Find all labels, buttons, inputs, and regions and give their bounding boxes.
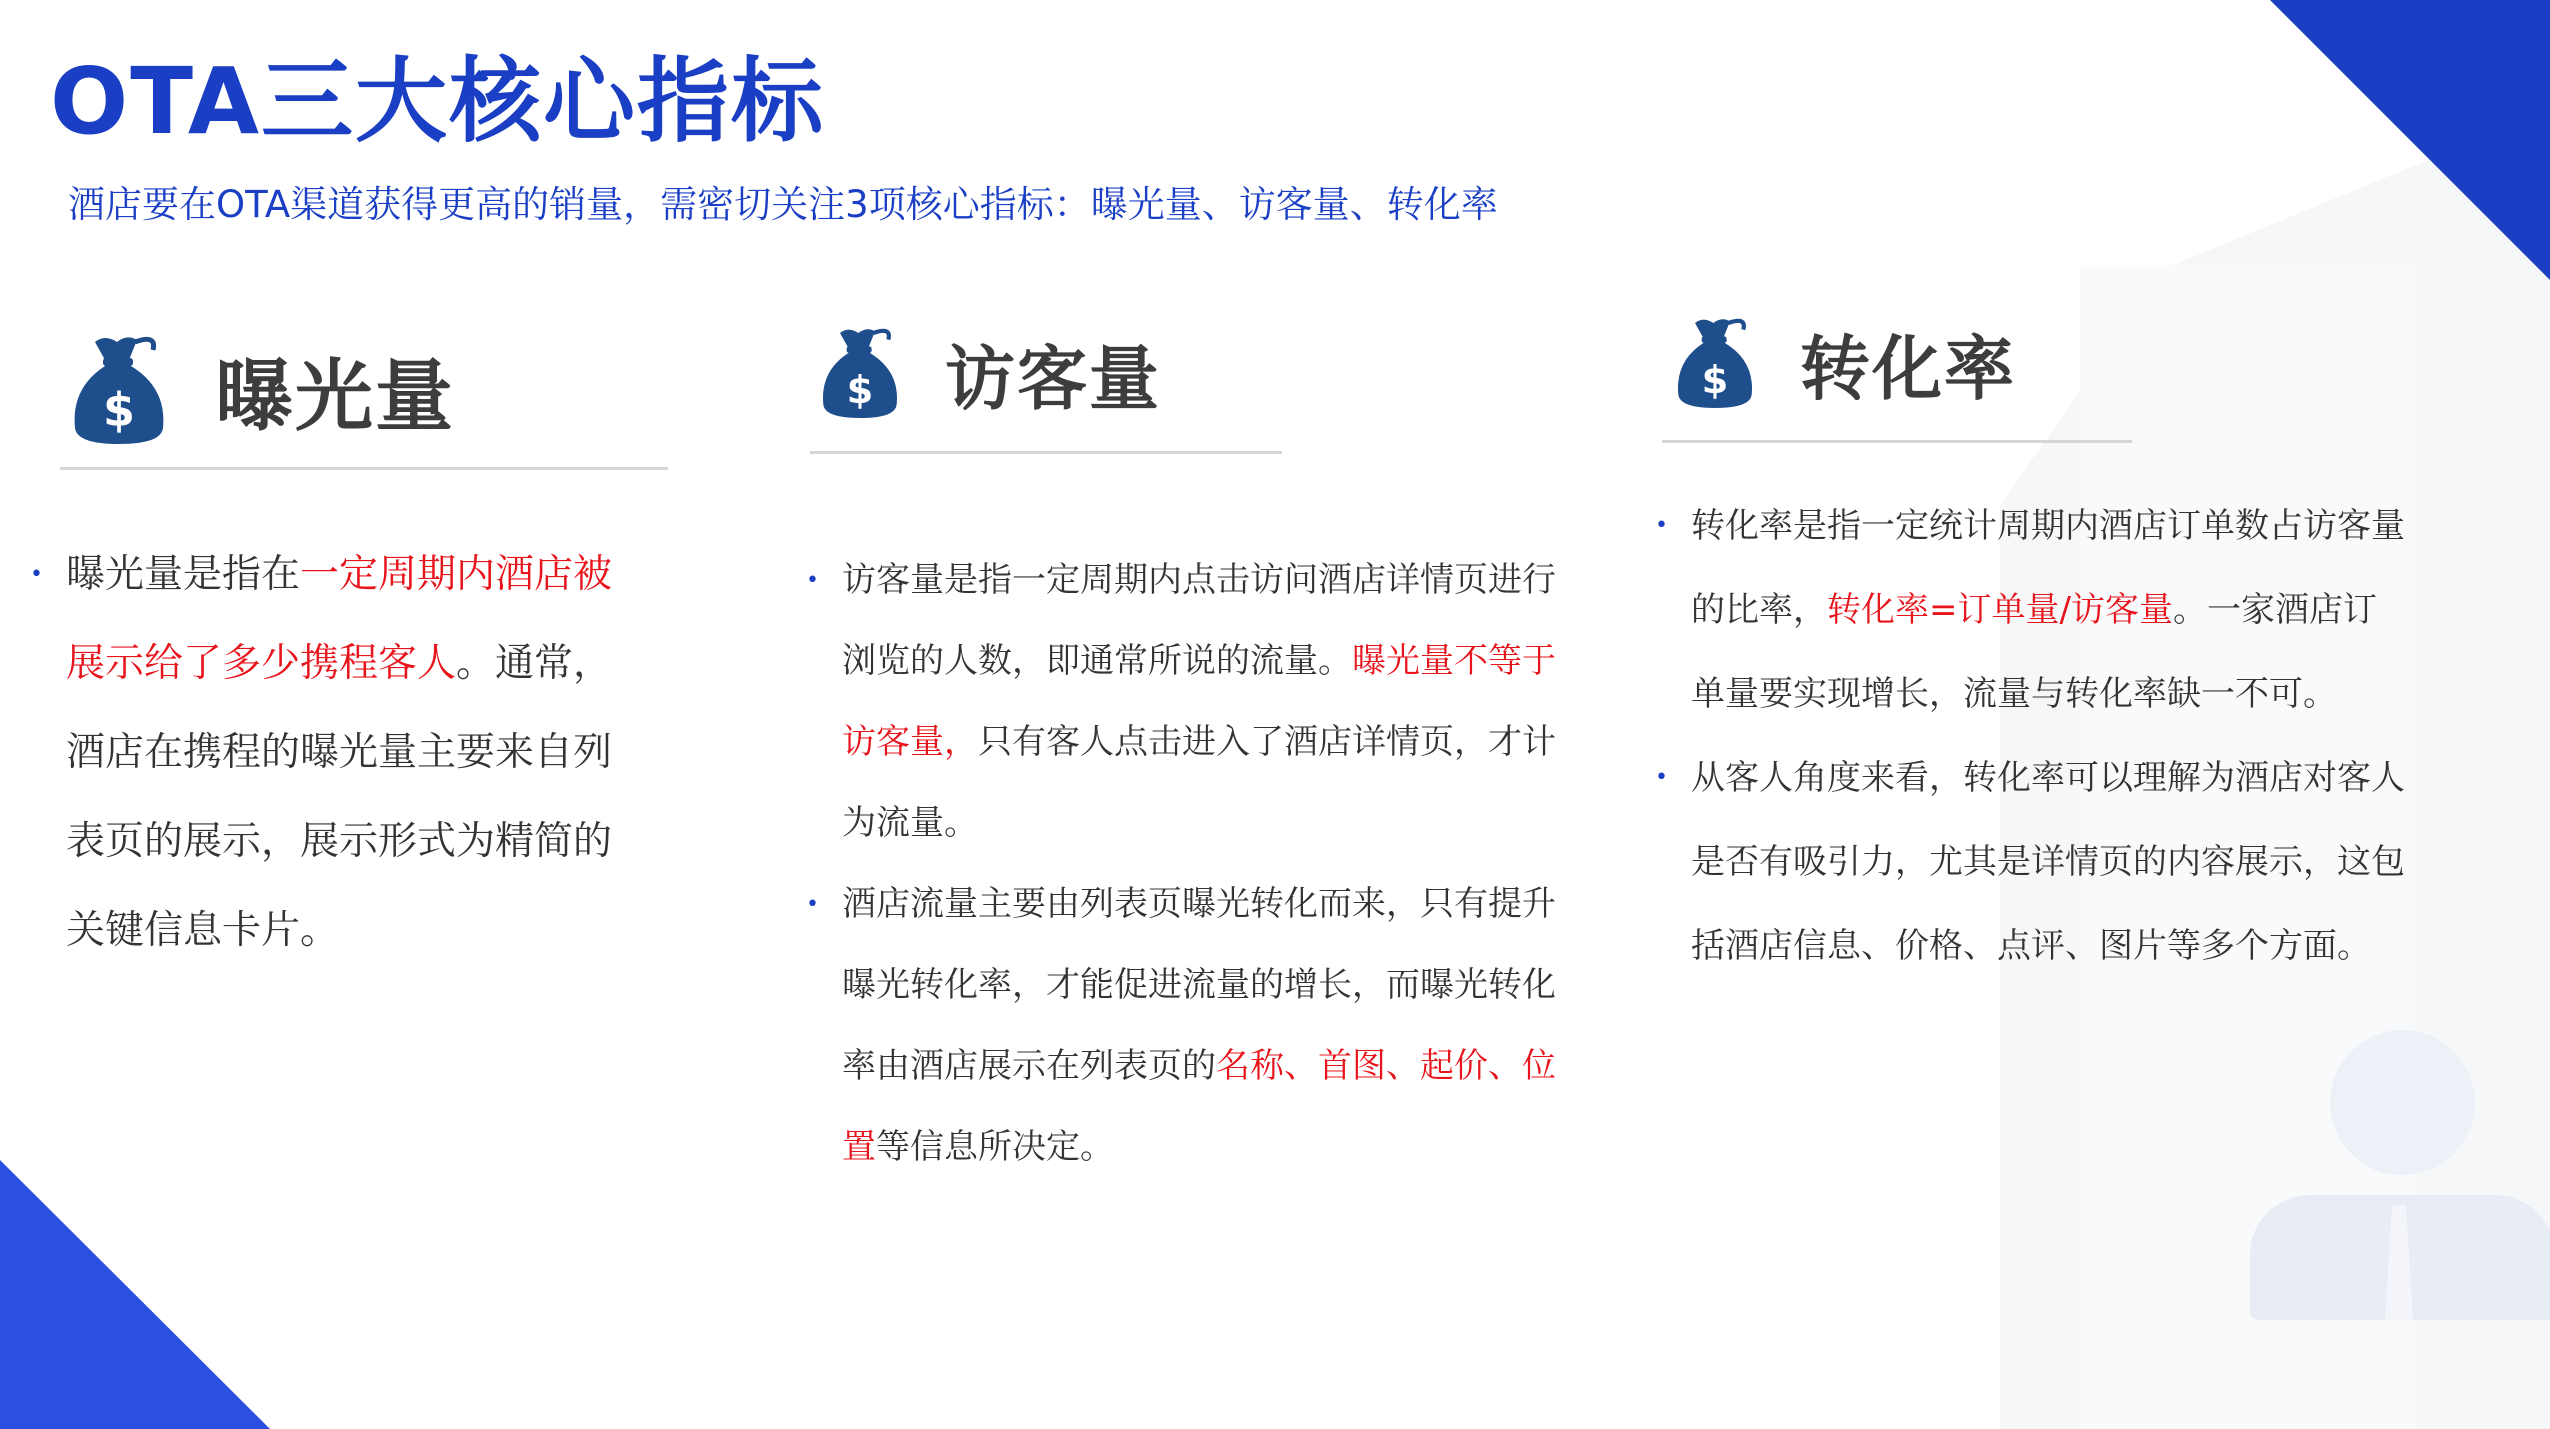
bullet-icon: • <box>806 892 819 917</box>
item-text-1: 酒店流量主要由列表页曝光转化而来，只有提升曝光转化率，才能促进流量的增长，而曝光转化率由酒店展示在列表页的 <box>842 884 1556 1086</box>
list-item <box>1655 736 2405 988</box>
list-item <box>30 530 650 975</box>
money-bag-icon <box>815 318 915 428</box>
list-item <box>806 864 1586 1188</box>
item-text-2: 等信息所决定。 <box>876 1127 1114 1167</box>
column-divider-visitors <box>810 451 1282 454</box>
page-subtitle: 酒店要在OTA渠道获得更高的销量，需密切关注3项核心指标：曝光量、访客量、转化率 <box>68 183 1498 226</box>
column-divider-exposure <box>60 467 668 470</box>
column-header-visitors <box>815 318 1161 428</box>
item-highlight-1: 一定周期内酒店被展示给了多少携程客人 <box>66 552 613 686</box>
column-body-visitors <box>806 540 1586 1188</box>
bullet-icon: • <box>30 562 43 587</box>
svg-text:$: $ <box>1701 358 1729 403</box>
item-highlight-1: 名称、首图、起价、位置 <box>842 1046 1556 1167</box>
corner-decoration-bottom-left <box>0 1160 270 1429</box>
item-text-1: 转化率是指一定统计周期内酒店订单数占访客量的比率， <box>1691 506 2405 630</box>
money-bag-icon <box>65 330 185 450</box>
bullet-icon: • <box>806 568 819 593</box>
bullet-icon: • <box>1655 513 1668 538</box>
item-text-1: 从客人角度来看，转化率可以理解为酒店对客人是否有吸引力，尤其是详情页的内容展示，这包括酒店信息、价格、点评、图片等多个方面。 <box>1691 758 2405 966</box>
svg-text:$: $ <box>846 368 874 413</box>
column-body-conversion <box>1655 484 2405 988</box>
column-title-exposure: 曝光量 <box>215 352 456 442</box>
item-text-2: 只有客人点击进入了酒店详情页，才计为流量。 <box>842 722 1556 843</box>
column-body-exposure <box>30 530 650 975</box>
list-item <box>1655 484 2405 736</box>
money-bag-icon <box>1670 308 1770 418</box>
item-highlight-1: 曝光量不等于访客量， <box>842 641 1556 762</box>
svg-text:$: $ <box>102 383 136 437</box>
item-text-2: 。一家酒店订单量要实现增长，流量与转化率缺一不可。 <box>1691 590 2377 714</box>
column-divider-conversion <box>1662 440 2132 443</box>
column-header-conversion <box>1670 308 2016 418</box>
column-header-exposure <box>65 330 455 450</box>
column-title-visitors: 访客量 <box>945 337 1161 420</box>
item-text-2: 。通常，酒店在携程的曝光量主要来自列表页的展示，展示形式为精简的关键信息卡片。 <box>66 641 613 953</box>
page-title: OTA三大核心指标 <box>50 48 826 155</box>
item-text-1: 访客量是指一定周期内点击访问酒店详情页进行浏览的人数，即通常所说的流量。 <box>842 560 1556 681</box>
bullet-icon: • <box>1655 765 1668 790</box>
person-silhouette-head <box>2330 1030 2475 1175</box>
item-text-1: 曝光量是指在 <box>66 552 301 597</box>
item-highlight-1: 转化率=订单量/访客量 <box>1827 590 2173 630</box>
column-title-conversion: 转化率 <box>1800 327 2016 410</box>
list-item <box>806 540 1586 864</box>
